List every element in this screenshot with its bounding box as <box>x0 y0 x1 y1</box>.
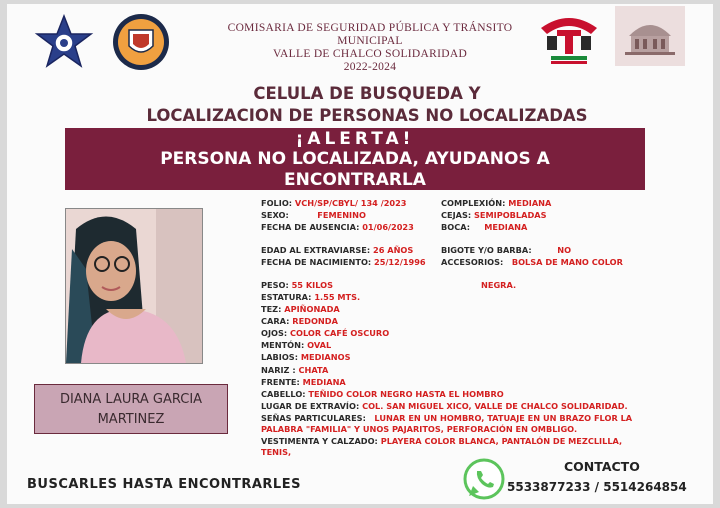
field-edad: EDAD AL EXTRAVIARSE: 26 AÑOS <box>261 245 414 255</box>
field-fecha-ausencia: FECHA DE AUSENCIA: 01/06/2023 <box>261 222 414 232</box>
title-line2: LOCALIZACION DE PERSONAS NO LOCALIZADAS <box>146 106 588 125</box>
field-cabello: CABELLO: TEÑIDO COLOR NEGRO HASTA EL HOMBRO <box>261 389 504 399</box>
header-text <box>207 22 533 74</box>
footer-slogan: BUSCARLES HASTA ENCONTRARLES <box>27 477 301 492</box>
alert-line2: PERSONA NO LOCALIZADA, AYUDANOS A <box>160 149 550 169</box>
header-line2: MUNICIPAL <box>337 35 403 47</box>
person-portrait-icon <box>66 209 202 363</box>
police-badge-icon <box>33 14 95 72</box>
whatsapp-icon <box>463 458 505 500</box>
contact-label: CONTACTO <box>564 459 640 474</box>
field-peso: PESO: 55 KILOS <box>261 280 334 290</box>
field-vestimenta: VESTIMENTA Y CALZADO: PLAYERA COLOR BLANCA, PANTALÓN DE MEZCLILLA, <box>261 436 623 446</box>
person-name-line2: MARTINEZ <box>97 412 165 427</box>
field-labios: LABIOS: MEDIANOS <box>261 352 351 362</box>
missing-person-flyer <box>7 4 713 504</box>
field-accesorios-cont: NEGRA. <box>481 280 517 290</box>
alert-heading: ¡ALERTA! <box>295 129 415 149</box>
field-vestimenta-cont: TENIS, <box>261 447 292 457</box>
person-name-box <box>34 384 228 434</box>
field-senas: SEÑAS PARTICULARES: LUNAR EN UN HOMBRO, TATUAJE EN UN BRAZO FLOR LA <box>261 413 633 423</box>
field-sexo: SEXO: FEMENINO <box>261 210 366 220</box>
field-lugar: LUGAR DE EXTRAVÍO: COL. SAN MIGUEL XICO, VALLE DE CHALCO SOLIDARIDAD. <box>261 401 628 411</box>
field-senas-cont: PALABRA "FAMILIA" Y UNOS PAJARITOS, PERFORACIÓN EN OMBLIGO. <box>261 424 578 434</box>
field-bigote: BIGOTE Y/O BARBA: NO <box>441 245 572 255</box>
field-tez: TEZ: APIÑONADA <box>261 304 340 314</box>
person-name-line1: DIANA LAURA GARCIA <box>59 392 203 407</box>
field-fecha-nacimiento: FECHA DE NACIMIENTO: 25/12/1996 <box>261 257 426 267</box>
municipal-logo-icon <box>537 10 601 66</box>
contact-phones: 5533877233 / 5514264854 <box>507 480 687 494</box>
title-line1: CELULA DE BUSQUEDA Y <box>253 84 481 103</box>
header-line3: VALLE DE CHALCO SOLIDARIDAD <box>272 48 468 60</box>
government-building-icon <box>615 6 685 66</box>
field-nariz: NARIZ : CHATA <box>261 365 329 375</box>
page-title <box>87 83 647 127</box>
municipal-shield-icon <box>111 12 171 72</box>
field-cejas: CEJAS: SEMIPOBLADAS <box>441 210 547 220</box>
alert-line3: ENCONTRARLA <box>284 170 426 190</box>
field-cara: CARA: REDONDA <box>261 316 338 326</box>
field-folio: FOLIO: VCH/SP/CBYL/ 134 /2023 <box>261 198 407 208</box>
alert-banner <box>65 128 645 190</box>
field-accesorios: ACCESORIOS: BOLSA DE MANO COLOR <box>441 257 623 267</box>
header-line4: 2022-2024 <box>343 61 397 73</box>
field-menton: MENTÓN: OVAL <box>261 340 332 350</box>
header-line1: COMISARIA DE SEGURIDAD PÚBLICA Y TRÁNSITO <box>227 22 513 34</box>
field-frente: FRENTE: MEDIANA <box>261 377 346 387</box>
field-boca: BOCA: MEDIANA <box>441 222 528 232</box>
field-ojos: OJOS: COLOR CAFÉ OSCURO <box>261 328 390 338</box>
field-complexion: COMPLEXIÓN: MEDIANA <box>441 198 552 208</box>
field-estatura: ESTATURA: 1.55 MTS. <box>261 292 361 302</box>
person-photo <box>65 208 203 364</box>
